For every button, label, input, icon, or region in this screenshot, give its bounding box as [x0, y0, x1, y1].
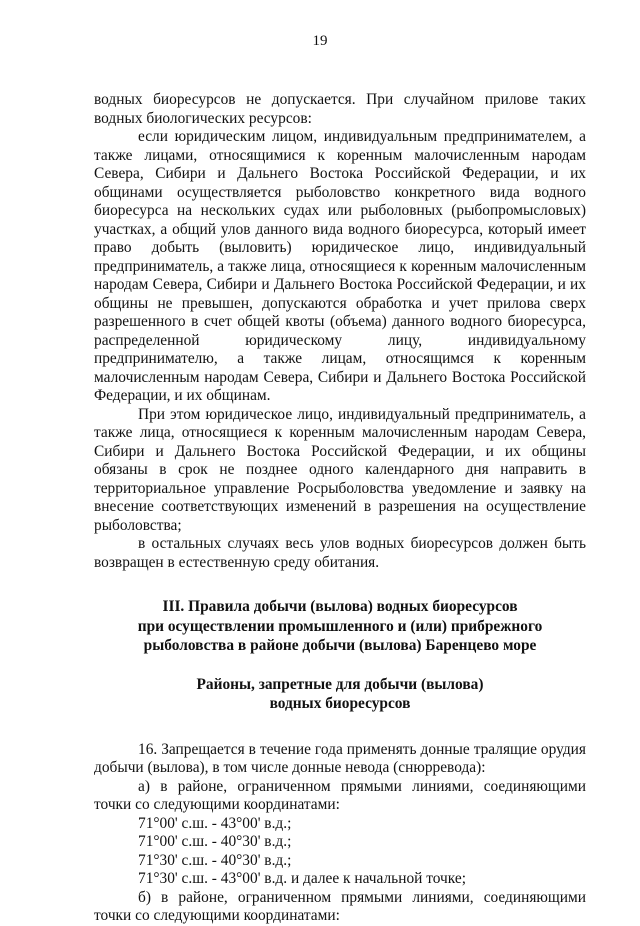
coordinate-line: 71°30' с.ш. - 43°00' в.д. и далее к начальной точке;	[138, 870, 466, 887]
section-heading-line: рыболовства в районе добычи (вылова) Баренцево море	[143, 637, 537, 654]
paragraph: При этом юридическое лицо, индивидуальный предприниматель, а также лица, относящиеся к коренным малочисленным народам Севера, Сибири и Дальнего Востока Российской Федерации, и их общины обязаны в срок не позднее одного календарного дня направить в территориальное управление Росрыболовства уведомление и заявку на внесение соответствующих изменений в разрешения на осуществление рыболовства;	[94, 405, 586, 534]
paragraph: если юридическим лицом, индивидуальным предпринимателем, а также лицами, относящимися к коренным малочисленным народам Севера, Сибири и Дальнего Востока Российской Федерации, и их общинами осуществляется рыболовство конкретного вида водного биоресурса на нескольких судах или рыболовных (рыбопромысловых) участках, а общий улов данного вида водного биоресурса, который имеет право добыть (выловить) юридическое лицо, индивидуальный предприниматель, а также лица, относящиеся к коренным малочисленным народам Севера, Сибири и Дальнего Востока Российской Федерации, и их общины не превышен, допускаются обработка и учет прилова сверх разрешенного в счет общей квоты (объема) данного водного биоресурса, распределенной юридическому лицу, индивидуальному предпринимателю, а также лицам, относящимся к коренным малочисленным народам Севера, Сибири и Дальнего Востока Российской Федерации, и их общинам.	[94, 128, 586, 404]
section-heading-line: при осуществлении промышленного и (или) прибрежного	[137, 617, 543, 635]
paragraph: водных биоресурсов не допускается. При случайном прилове таких водных биологических ресурсов:	[94, 91, 586, 127]
page-number: 19	[312, 33, 328, 49]
paragraph: в остальных случаях весь улов водных биоресурсов должен быть возвращен в естественную среду обитания.	[94, 535, 586, 571]
section-heading-line: III. Правила добычи (вылова) водных биоресурсов	[162, 598, 518, 615]
document-body	[94, 91, 586, 926]
subsection-heading-line: водных биоресурсов	[269, 695, 411, 712]
subsection-heading-line: Районы, запретные для добычи (вылова)	[196, 675, 484, 693]
coordinate-line: 71°00' с.ш. - 40°30' в.д.;	[138, 833, 292, 850]
item-16b: б) в районе, ограниченном прямыми линиями, соединяющими точки со следующими координатами:	[94, 888, 586, 924]
item-16-intro: 16. Запрещается в течение года применять донные тралящие орудия добычи (вылова), в том числе донные невода (снюрревода):	[94, 740, 586, 776]
coordinate-line: 71°30' с.ш. - 40°30' в.д.;	[138, 851, 292, 869]
coordinate-line: 71°00' с.ш. - 43°00' в.д.;	[138, 814, 292, 832]
item-16a: а) в районе, ограниченном прямыми линиями, соединяющими точки со следующими координатами:	[94, 777, 586, 813]
